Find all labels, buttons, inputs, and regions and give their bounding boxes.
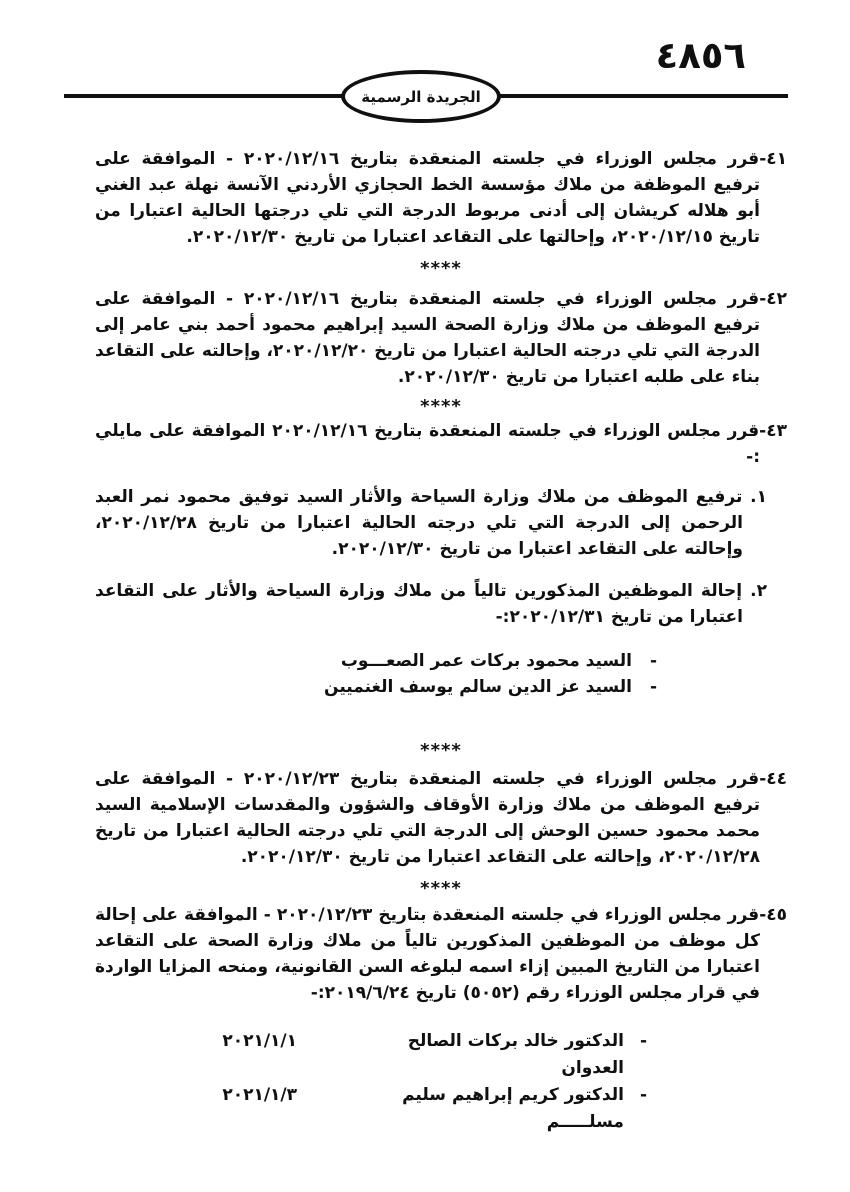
decision-45-text: قرر مجلس الوزراء في جلسته المنعقدة بتاريخ ٢٠٢٠/١٢/٢٣ - الموافقة على إحالة كل موظف من الموظفين المذكورين تالياً من ملاك وزارة الصحة على التقاعد اعتبارا من التاريخ المبين إزاء اسمه لبلوغه السن القانونية، ومنحه المزايا الواردة في قرار مجلس الوزراء رقم (٥٠٥٢) تاريخ ٢٠١٩/٦/٢٤:- <box>95 905 760 1003</box>
doctor-name: الدكتور خالد بركات الصالح العدوان <box>407 1031 624 1078</box>
decision-43 <box>95 418 787 470</box>
gazette-title-badge <box>341 70 501 123</box>
retiree-name: السيد محمود بركات عمر الصعـــوب <box>340 651 632 671</box>
asterisk-separator: **** <box>420 258 462 279</box>
retirement-date: ٢٠٢١/١/١ <box>222 1031 297 1051</box>
decision-44-number: ٤٤- <box>759 769 788 789</box>
asterisk-separator: **** <box>420 740 462 761</box>
dash-bullet: - <box>649 677 657 697</box>
list-item <box>95 1028 647 1082</box>
dash-bullet: - <box>649 651 657 671</box>
sub-item-2-number: ٢. <box>750 581 768 601</box>
decision-42-text: قرر مجلس الوزراء في جلسته المنعقدة بتاريخ ٢٠٢٠/١٢/١٦ - الموافقة على ترفيع الموظف من ملاك وزارة الصحة السيد إبراهيم محمود أحمد بني عامر إلى الدرجة التي تلي درجته الحالية اعتبارا من تاريخ ٢٠٢٠/١٢/٢٠، وإحالته على التقاعد بناء على طلبه اعتبارا من تاريخ ٢٠٢٠/١٢/٣٠. <box>95 289 761 387</box>
sub-item-2-text: إحالة الموظفين المذكورين تالياً من ملاك وزارة السياحة والأثار على التقاعد اعتبارا من تاريخ ٢٠٢٠/١٢/٣١:- <box>95 581 743 627</box>
decision-43-sub-item-2 <box>95 578 767 630</box>
asterisk-separator: **** <box>420 878 462 899</box>
decision-42 <box>95 286 787 390</box>
decision-43-number: ٤٣- <box>759 421 787 441</box>
decision-41 <box>95 146 787 250</box>
decision-44 <box>95 766 787 870</box>
decision-45 <box>95 902 787 1006</box>
retirement-date: ٢٠٢١/١/٣ <box>222 1085 297 1105</box>
sub-item-1-text: ترفيع الموظف من ملاك وزارة السياحة والأثار السيد توفيق محمود نمر العبد الرحمن إلى الدرجة التي تلي درجته الحالية اعتبارا من تاريخ ٢٠٢٠/١٢/٢٨، وإحالته على التقاعد اعتبارا من تاريخ ٢٠٢٠/١٢/٣٠. <box>95 487 743 559</box>
decision-43-text: قرر مجلس الوزراء في جلسته المنعقدة بتاريخ ٢٠٢٠/١٢/١٦ الموافقة على مايلي :- <box>95 421 760 467</box>
list-item <box>95 648 657 674</box>
decision-43-sub-item-1 <box>95 484 767 562</box>
list-item <box>95 674 657 700</box>
asterisk-separator: **** <box>420 396 462 417</box>
page-number: ٤٨٥٦ <box>655 34 746 77</box>
retiree-name: السيد عز الدين سالم يوسف الغنميين <box>324 677 632 697</box>
retirees-with-dates-list <box>95 1028 787 1136</box>
decision-42-number: ٤٢- <box>759 289 788 309</box>
gazette-title: الجريدة الرسمية <box>361 87 481 106</box>
decision-45-number: ٤٥- <box>759 905 788 925</box>
list-item <box>95 1082 647 1136</box>
sub-item-1-number: ١. <box>750 487 767 507</box>
dash-bullet: - <box>639 1085 647 1105</box>
decision-41-number: ٤١- <box>759 149 788 169</box>
page-content <box>95 140 787 1136</box>
doctor-name: الدكتور كريم إبراهيم سليم مسلـــــم <box>402 1085 624 1132</box>
doctor-entry <box>389 1028 647 1082</box>
retirees-name-list <box>95 648 787 700</box>
doctor-entry <box>389 1082 647 1136</box>
decision-44-text: قرر مجلس الوزراء في جلسته المنعقدة بتاريخ ٢٠٢٠/١٢/٢٣ - الموافقة على ترفيع الموظف من ملاك وزارة الأوقاف والشؤون والمقدسات الإسلامية السيد محمد محمود حسين الوحش إلى الدرجة التي تلي درجته الحالية اعتبارا من تاريخ ٢٠٢٠/١٢/٢٨، وإحالته على التقاعد اعتبارا من تاريخ ٢٠٢٠/١٢/٣٠. <box>95 769 760 867</box>
dash-bullet: - <box>639 1031 647 1051</box>
decision-41-text: قرر مجلس الوزراء في جلسته المنعقدة بتاريخ ٢٠٢٠/١٢/١٦ - الموافقة على ترفيع الموظفة من ملاك مؤسسة الخط الحجازي الأردني الآنسة نهلة عبد الغني أبو هلاله كريشان إلى أدنى مربوط الدرجة التي تلي درجتها الحالية اعتبارا من تاريخ ٢٠٢٠/١٢/١٥، وإحالتها على التقاعد اعتبارا من تاريخ ٢٠٢٠/١٢/٣٠. <box>95 149 760 247</box>
